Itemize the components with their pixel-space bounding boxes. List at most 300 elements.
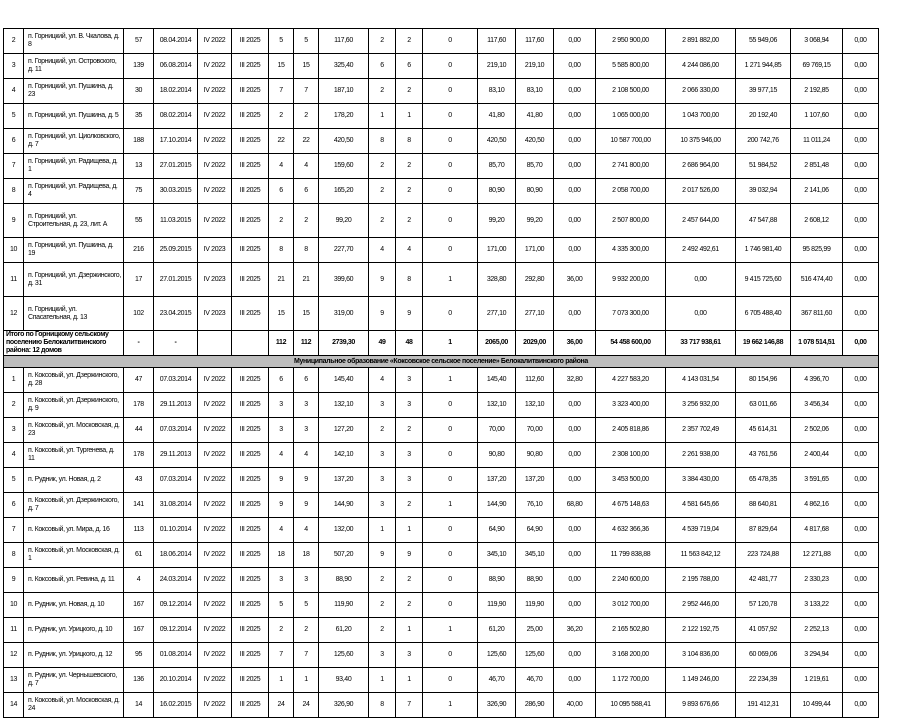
cell-area-resettled: 277,10 [478,297,516,331]
cell-area-resettled: 420,50 [478,129,516,154]
cell-plan-end: III 2025 [232,568,269,593]
cell-area-private: 25,00 [516,618,554,643]
table-row [4,668,879,693]
cell-address: п. Рудник, ул. Урицкого, д. 12 [24,643,124,668]
cell-cost-total: 4 675 148,63 [596,493,666,518]
cell-doc-number: 167 [124,618,154,643]
cell-cost-local: 11 011,24 [791,129,843,154]
cell-plan-end: III 2025 [232,668,269,693]
cell-cost-other: 0,00 [843,493,879,518]
cell-units-municipal: 0 [423,668,478,693]
cell-units-total: 4 [369,368,396,393]
cell-residents-total: 2 [269,204,294,238]
cell-cost-fund: 3 104 836,00 [666,643,736,668]
cell-cost-other: 0,00 [843,204,879,238]
cell-cost-other: 0,00 [843,29,879,54]
cell-cost-fund: 0,00 [666,263,736,297]
cell-cost-region: 43 761,56 [736,443,791,468]
cell-area-municipal: 0,00 [554,297,596,331]
cell-doc-date: 16.02.2015 [154,693,198,718]
cell-area-private: 171,00 [516,238,554,263]
cell-units-municipal: 0 [423,79,478,104]
cell-units-total: 8 [369,129,396,154]
cell-residents-total: 3 [269,418,294,443]
cell-area-private: 76,10 [516,493,554,518]
total-area-total: 2739,30 [319,331,369,356]
cell-residents-total: 9 [269,468,294,493]
cell-area-total: 132,10 [319,393,369,418]
cell-area-total: 61,20 [319,618,369,643]
cell-cost-region: 51 984,52 [736,154,791,179]
cell-area-resettled: 88,90 [478,568,516,593]
cell-doc-number: 178 [124,393,154,418]
cell-plan-start: IV 2023 [198,238,232,263]
cell-area-total: 127,20 [319,418,369,443]
cell-cost-fund: 1 149 246,00 [666,668,736,693]
cell-units-total: 3 [369,468,396,493]
cell-doc-number: 43 [124,468,154,493]
cell-doc-date: 29.11.2013 [154,443,198,468]
cell-residents-resettled: 9 [294,468,319,493]
cell-row-number: 14 [4,693,24,718]
cell-area-total: 117,60 [319,29,369,54]
cell-row-number: 10 [4,238,24,263]
cell-residents-total: 3 [269,568,294,593]
cell-plan-end: III 2025 [232,693,269,718]
cell-area-municipal: 0,00 [554,518,596,543]
cell-units-private: 2 [396,179,423,204]
total-doc-date: - [154,331,198,356]
cell-cost-fund: 2 952 446,00 [666,593,736,618]
cell-plan-end: III 2025 [232,443,269,468]
cell-doc-date: 09.12.2014 [154,593,198,618]
cell-cost-total: 10 095 588,41 [596,693,666,718]
cell-row-number: 12 [4,297,24,331]
cell-residents-total: 21 [269,263,294,297]
cell-residents-resettled: 7 [294,79,319,104]
cell-residents-resettled: 6 [294,368,319,393]
cell-cost-local: 2 502,06 [791,418,843,443]
cell-units-total: 2 [369,418,396,443]
cell-cost-local: 3 294,94 [791,643,843,668]
cell-residents-resettled: 3 [294,393,319,418]
cell-cost-region: 20 192,40 [736,104,791,129]
resettlement-table [3,28,879,718]
cell-plan-end: III 2025 [232,104,269,129]
cell-plan-start: IV 2023 [198,263,232,297]
cell-cost-other: 0,00 [843,238,879,263]
cell-cost-region: 6 705 488,40 [736,297,791,331]
cell-cost-other: 0,00 [843,79,879,104]
cell-cost-total: 2 308 100,00 [596,443,666,468]
cell-residents-resettled: 4 [294,518,319,543]
cell-doc-date: 23.04.2015 [154,297,198,331]
cell-plan-end: III 2025 [232,418,269,443]
cell-cost-total: 4 632 366,36 [596,518,666,543]
cell-units-private: 9 [396,297,423,331]
total-residents-total: 112 [269,331,294,356]
cell-cost-local: 4 862,16 [791,493,843,518]
cell-cost-total: 3 168 200,00 [596,643,666,668]
cell-units-municipal: 0 [423,643,478,668]
cell-cost-total: 1 172 700,00 [596,668,666,693]
cell-address: п. Рудник, ул. Чернышевского, д. 7 [24,668,124,693]
cell-address: п. Коксовый, ул. Дзержинского, д. 7 [24,493,124,518]
cell-address: п. Горницкий, ул. Островского, д. 11 [24,54,124,79]
cell-units-private: 7 [396,693,423,718]
cell-residents-resettled: 2 [294,204,319,238]
cell-doc-number: 136 [124,668,154,693]
cell-area-municipal: 0,00 [554,468,596,493]
cell-plan-end: III 2025 [232,618,269,643]
cell-doc-date: 31.08.2014 [154,493,198,518]
cell-doc-number: 47 [124,368,154,393]
table-row [4,54,879,79]
cell-units-municipal: 1 [423,493,478,518]
cell-area-total: 137,20 [319,468,369,493]
cell-row-number: 1 [4,368,24,393]
cell-residents-resettled: 15 [294,297,319,331]
cell-cost-fund: 2 122 192,75 [666,618,736,643]
cell-cost-region: 80 154,96 [736,368,791,393]
cell-area-resettled: 117,60 [478,29,516,54]
section-header-row [4,356,879,368]
cell-area-total: 88,90 [319,568,369,593]
cell-area-private: 70,00 [516,418,554,443]
cell-cost-fund: 2 891 882,00 [666,29,736,54]
cell-area-private: 46,70 [516,668,554,693]
cell-residents-resettled: 21 [294,263,319,297]
cell-units-total: 1 [369,668,396,693]
cell-plan-end: III 2025 [232,29,269,54]
cell-area-private: 83,10 [516,79,554,104]
cell-units-municipal: 1 [423,693,478,718]
cell-cost-total: 2 240 600,00 [596,568,666,593]
cell-area-municipal: 0,00 [554,643,596,668]
cell-units-private: 9 [396,543,423,568]
cell-residents-total: 15 [269,54,294,79]
cell-cost-local: 3 133,22 [791,593,843,618]
cell-units-private: 2 [396,418,423,443]
cell-area-private: 88,90 [516,568,554,593]
cell-row-number: 11 [4,618,24,643]
cell-cost-local: 3 456,34 [791,393,843,418]
cell-row-number: 11 [4,263,24,297]
cell-units-total: 3 [369,443,396,468]
table-row [4,418,879,443]
cell-area-municipal: 0,00 [554,104,596,129]
cell-cost-other: 0,00 [843,443,879,468]
cell-cost-fund: 4 143 031,54 [666,368,736,393]
cell-cost-local: 2 141,06 [791,179,843,204]
cell-area-total: 227,70 [319,238,369,263]
cell-plan-start: IV 2023 [198,297,232,331]
cell-area-total: 326,90 [319,693,369,718]
total-units-private: 48 [396,331,423,356]
cell-area-total: 125,60 [319,643,369,668]
cell-area-total: 159,60 [319,154,369,179]
cell-cost-other: 0,00 [843,693,879,718]
cell-area-private: 119,90 [516,593,554,618]
cell-area-total: 145,40 [319,368,369,393]
cell-residents-resettled: 3 [294,568,319,593]
cell-area-municipal: 0,00 [554,593,596,618]
cell-cost-fund: 2 261 938,00 [666,443,736,468]
cell-doc-date: 08.02.2014 [154,104,198,129]
total-residents-resettled: 112 [294,331,319,356]
cell-cost-total: 2 507 800,00 [596,204,666,238]
cell-doc-number: 178 [124,443,154,468]
cell-units-municipal: 0 [423,238,478,263]
cell-address: п. Рудник, ул. Новая, д. 2 [24,468,124,493]
cell-residents-resettled: 15 [294,54,319,79]
cell-cost-other: 0,00 [843,518,879,543]
cell-cost-other: 0,00 [843,263,879,297]
cell-cost-local: 2 400,44 [791,443,843,468]
cell-cost-total: 10 587 700,00 [596,129,666,154]
cell-residents-total: 7 [269,79,294,104]
cell-cost-local: 4 396,70 [791,368,843,393]
cell-row-number: 8 [4,179,24,204]
total-plan-start [198,331,232,356]
total-plan-end [232,331,269,356]
cell-units-private: 4 [396,238,423,263]
cell-residents-total: 4 [269,154,294,179]
cell-residents-resettled: 5 [294,29,319,54]
cell-residents-total: 3 [269,393,294,418]
cell-units-private: 1 [396,104,423,129]
cell-plan-end: III 2025 [232,543,269,568]
table-row [4,79,879,104]
cell-cost-other: 0,00 [843,668,879,693]
cell-cost-local: 2 330,23 [791,568,843,593]
cell-doc-number: 14 [124,693,154,718]
cell-plan-start: IV 2022 [198,493,232,518]
cell-cost-region: 191 412,31 [736,693,791,718]
cell-residents-total: 2 [269,618,294,643]
cell-row-number: 8 [4,543,24,568]
table-row [4,263,879,297]
cell-units-municipal: 1 [423,263,478,297]
cell-cost-region: 87 829,64 [736,518,791,543]
cell-area-municipal: 0,00 [554,154,596,179]
cell-row-number: 2 [4,393,24,418]
cell-units-municipal: 0 [423,54,478,79]
total-units-total: 49 [369,331,396,356]
cell-area-municipal: 0,00 [554,668,596,693]
cell-area-total: 507,20 [319,543,369,568]
total-label: Итого по Горницкому сельскому поселению Белокалитвинского района: 12 домов [4,331,124,356]
cell-residents-resettled: 5 [294,593,319,618]
cell-cost-total: 2 165 502,80 [596,618,666,643]
cell-plan-start: IV 2022 [198,568,232,593]
cell-cost-local: 10 499,44 [791,693,843,718]
cell-area-private: 420,50 [516,129,554,154]
cell-cost-other: 0,00 [843,393,879,418]
cell-residents-total: 6 [269,368,294,393]
cell-area-private: 80,90 [516,179,554,204]
cell-doc-number: 75 [124,179,154,204]
table-row [4,297,879,331]
cell-units-private: 3 [396,393,423,418]
cell-cost-other: 0,00 [843,593,879,618]
cell-cost-local: 95 825,99 [791,238,843,263]
cell-address: п. Коксовый, ул. Московская, д. 24 [24,693,124,718]
cell-cost-local: 3 068,94 [791,29,843,54]
cell-area-resettled: 219,10 [478,54,516,79]
cell-area-total: 178,20 [319,104,369,129]
cell-row-number: 13 [4,668,24,693]
cell-units-total: 1 [369,104,396,129]
cell-residents-resettled: 2 [294,104,319,129]
cell-residents-total: 18 [269,543,294,568]
cell-area-resettled: 125,60 [478,643,516,668]
cell-cost-region: 1 271 944,85 [736,54,791,79]
cell-plan-start: IV 2022 [198,204,232,238]
cell-plan-end: III 2025 [232,154,269,179]
cell-doc-date: 07.03.2014 [154,418,198,443]
cell-address: п. Коксовый, ул. Ревина, д. 11 [24,568,124,593]
cell-area-resettled: 41,80 [478,104,516,129]
cell-cost-other: 0,00 [843,568,879,593]
cell-area-resettled: 145,40 [478,368,516,393]
cell-cost-fund: 2 195 788,00 [666,568,736,593]
cell-area-municipal: 0,00 [554,29,596,54]
cell-doc-date: 30.03.2015 [154,179,198,204]
cell-area-municipal: 0,00 [554,179,596,204]
cell-units-total: 4 [369,238,396,263]
cell-plan-start: IV 2022 [198,154,232,179]
cell-doc-date: 07.03.2014 [154,468,198,493]
cell-area-total: 99,20 [319,204,369,238]
cell-doc-date: 01.08.2014 [154,643,198,668]
cell-units-total: 2 [369,29,396,54]
cell-area-municipal: 32,80 [554,368,596,393]
total-cost-region: 19 662 146,88 [736,331,791,356]
cell-cost-fund: 2 066 330,00 [666,79,736,104]
cell-cost-other: 0,00 [843,418,879,443]
cell-residents-total: 6 [269,179,294,204]
cell-plan-end: III 2025 [232,368,269,393]
cell-doc-number: 13 [124,154,154,179]
cell-area-private: 64,90 [516,518,554,543]
cell-address: п. Рудник, ул. Урицкого, д. 10 [24,618,124,643]
cell-cost-fund: 2 357 702,49 [666,418,736,443]
cell-units-total: 3 [369,393,396,418]
cell-area-private: 277,10 [516,297,554,331]
cell-plan-end: III 2025 [232,54,269,79]
cell-units-municipal: 0 [423,393,478,418]
cell-doc-number: 141 [124,493,154,518]
cell-units-municipal: 0 [423,468,478,493]
cell-address: п. Горницкий, ул. Пушкина, д. 23 [24,79,124,104]
cell-cost-region: 42 481,77 [736,568,791,593]
cell-residents-total: 5 [269,593,294,618]
cell-units-total: 3 [369,643,396,668]
cell-doc-number: 30 [124,79,154,104]
cell-plan-end: III 2025 [232,238,269,263]
cell-area-total: 187,10 [319,79,369,104]
cell-row-number: 9 [4,568,24,593]
cell-units-private: 6 [396,54,423,79]
cell-residents-resettled: 6 [294,179,319,204]
cell-plan-start: IV 2022 [198,593,232,618]
cell-address: п. Горницкий, ул. Пушкина, д. 5 [24,104,124,129]
cell-doc-date: 24.03.2014 [154,568,198,593]
cell-doc-date: 06.08.2014 [154,54,198,79]
cell-residents-resettled: 3 [294,418,319,443]
table-row [4,468,879,493]
cell-cost-fund: 4 581 645,66 [666,493,736,518]
table-row [4,154,879,179]
cell-doc-date: 18.02.2014 [154,79,198,104]
table-row [4,179,879,204]
cell-area-total: 144,90 [319,493,369,518]
cell-units-total: 8 [369,693,396,718]
cell-plan-start: IV 2022 [198,54,232,79]
cell-units-total: 2 [369,79,396,104]
cell-cost-local: 2 851,48 [791,154,843,179]
cell-cost-fund: 2 457 644,00 [666,204,736,238]
cell-area-private: 137,20 [516,468,554,493]
cell-cost-other: 0,00 [843,179,879,204]
cell-cost-total: 11 799 838,88 [596,543,666,568]
cell-doc-number: 44 [124,418,154,443]
cell-cost-fund: 0,00 [666,297,736,331]
cell-plan-end: III 2025 [232,593,269,618]
cell-row-number: 7 [4,518,24,543]
cell-units-private: 2 [396,568,423,593]
cell-doc-date: 01.10.2014 [154,518,198,543]
cell-cost-local: 367 811,60 [791,297,843,331]
table-row [4,29,879,54]
table-row [4,493,879,518]
cell-units-private: 1 [396,518,423,543]
cell-area-private: 90,80 [516,443,554,468]
cell-address: п. Горницкий, ул. Строительная, д. 23, лит. А [24,204,124,238]
cell-row-number: 9 [4,204,24,238]
table-row [4,593,879,618]
cell-residents-resettled: 18 [294,543,319,568]
cell-residents-total: 9 [269,493,294,518]
cell-area-resettled: 119,90 [478,593,516,618]
cell-plan-end: III 2025 [232,263,269,297]
cell-units-municipal: 0 [423,593,478,618]
cell-area-resettled: 70,00 [478,418,516,443]
cell-cost-other: 0,00 [843,104,879,129]
table-body [4,29,879,718]
cell-cost-fund: 11 563 842,12 [666,543,736,568]
cell-units-private: 3 [396,368,423,393]
cell-doc-date: 20.10.2014 [154,668,198,693]
cell-cost-fund: 3 256 932,00 [666,393,736,418]
cell-doc-number: 4 [124,568,154,593]
cell-row-number: 3 [4,418,24,443]
cell-area-resettled: 90,80 [478,443,516,468]
cell-cost-total: 2 405 818,86 [596,418,666,443]
cell-address: п. Горницкий, ул. Радищева, д. 4 [24,179,124,204]
cell-cost-other: 0,00 [843,154,879,179]
cell-row-number: 5 [4,468,24,493]
table-row [4,443,879,468]
cell-area-resettled: 345,10 [478,543,516,568]
cell-cost-fund: 4 244 086,00 [666,54,736,79]
cell-plan-end: III 2025 [232,643,269,668]
total-row [4,331,879,356]
cell-units-total: 2 [369,618,396,643]
cell-units-private: 3 [396,643,423,668]
cell-units-total: 2 [369,179,396,204]
